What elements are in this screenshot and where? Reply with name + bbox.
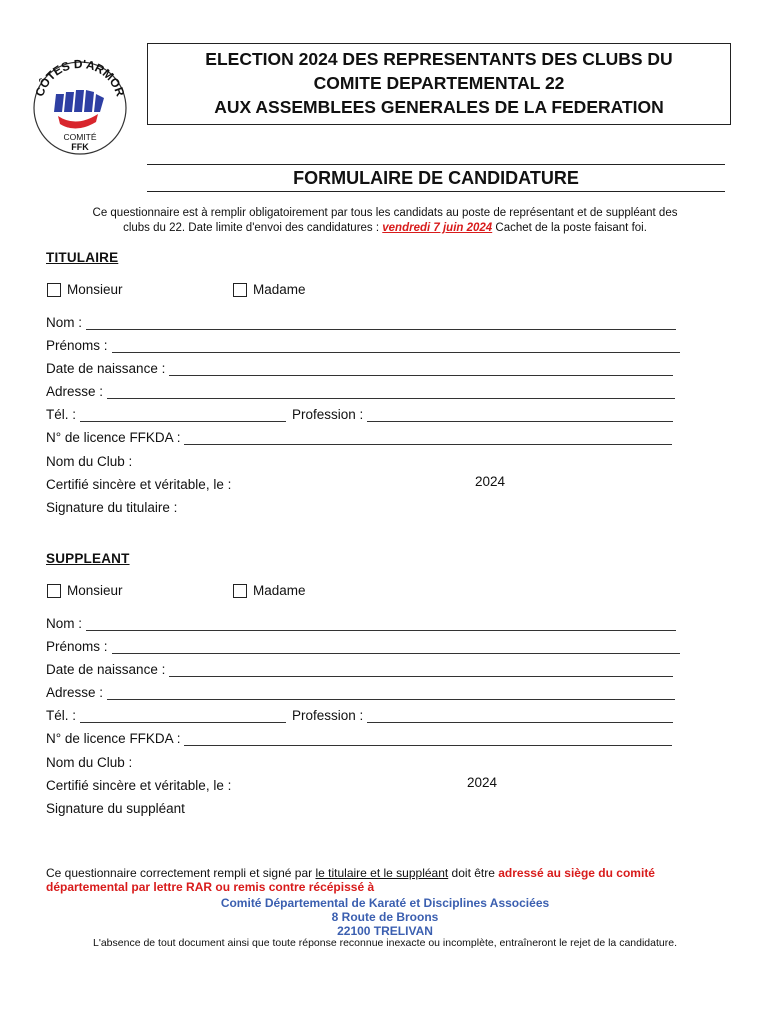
deadline: vendredi 7 juin 2024	[382, 222, 493, 234]
suppleant-monsieur-label: Monsieur	[67, 583, 123, 598]
logo-ffk: FFK	[71, 142, 89, 152]
suppleant-nom-line[interactable]	[86, 618, 676, 631]
suppleant-club-field	[46, 752, 132, 770]
suppleant-tel-profession-field[interactable]	[46, 705, 673, 723]
titulaire-date-naissance-field[interactable]	[46, 358, 673, 376]
titulaire-madame-checkbox[interactable]	[233, 283, 247, 297]
titulaire-year: 2024	[475, 474, 506, 489]
titulaire-adresse-field[interactable]	[46, 381, 675, 399]
suppleant-prenoms-line[interactable]	[112, 641, 680, 654]
title-line-2: COMITE DEPARTEMENTAL 22	[313, 73, 565, 93]
titulaire-signature-field	[46, 497, 177, 515]
suppleant-adresse-field[interactable]	[46, 682, 675, 700]
titulaire-profession-line[interactable]	[367, 409, 673, 422]
titulaire-monsieur-label: Monsieur	[67, 282, 123, 297]
titulaire-nom-label: Nom :	[46, 315, 83, 330]
titulaire-certifie-field	[46, 474, 231, 492]
footer-red-1: adressé au siège du comité	[498, 866, 655, 880]
titulaire-madame-label: Madame	[253, 282, 306, 297]
titulaire-date-naissance-line[interactable]	[169, 363, 673, 376]
suppleant-profession-line[interactable]	[367, 710, 673, 723]
title-line-3: AUX ASSEMBLEES GENERALES DE LA FEDERATION	[214, 97, 664, 117]
titulaire-heading: TITULAIRE	[46, 250, 119, 265]
suppleant-certifie-field	[46, 775, 231, 793]
titulaire-tel-profession-field[interactable]	[46, 404, 673, 422]
suppleant-profession-label: Profession :	[292, 708, 364, 723]
titulaire-club-field	[46, 451, 132, 469]
address-line-1: Comité Départemental de Karaté et Disciplines Associées	[220, 896, 550, 910]
intro-paragraph	[50, 206, 720, 236]
titulaire-monsieur-option[interactable]	[47, 282, 123, 297]
logo-comite: COMITÉ	[63, 132, 97, 142]
suppleant-date-naissance-label: Date de naissance :	[46, 662, 166, 677]
suppleant-nom-field[interactable]	[46, 613, 676, 631]
suppleant-nom-label: Nom :	[46, 616, 83, 631]
titulaire-monsieur-checkbox[interactable]	[47, 283, 61, 297]
titulaire-tel-label: Tél. :	[46, 407, 77, 422]
intro-line-2-end: Cachet de la poste faisant foi.	[492, 222, 647, 234]
suppleant-licence-line[interactable]	[184, 733, 672, 746]
titulaire-date-naissance-label: Date de naissance :	[46, 361, 166, 376]
footer-text-1: Ce questionnaire correctement rempli et signé par	[46, 866, 316, 880]
suppleant-date-naissance-field[interactable]	[46, 659, 673, 677]
suppleant-club-label: Nom du Club :	[46, 755, 133, 770]
suppleant-madame-checkbox[interactable]	[233, 584, 247, 598]
titulaire-nom-line[interactable]	[86, 317, 676, 330]
titulaire-nom-field[interactable]	[46, 312, 676, 330]
suppleant-certifie-label: Certifié sincère et véritable, le :	[46, 778, 232, 793]
address-line-3: 22100 TRELIVAN	[337, 924, 433, 938]
titulaire-licence-line[interactable]	[184, 432, 672, 445]
suppleant-signature-label: Signature du suppléant	[46, 801, 185, 816]
suppleant-prenoms-label: Prénoms :	[46, 639, 108, 654]
intro-line-1: Ce questionnaire est à remplir obligatoirement par tous les candidats au poste de représentant et de suppléant des	[92, 207, 678, 219]
titulaire-club-label: Nom du Club :	[46, 454, 133, 469]
election-title-box	[147, 43, 731, 125]
titulaire-madame-option[interactable]	[233, 282, 306, 297]
titulaire-signature-label: Signature du titulaire :	[46, 500, 178, 515]
suppleant-year: 2024	[467, 775, 498, 790]
suppleant-adresse-label: Adresse :	[46, 685, 104, 700]
titulaire-prenoms-line[interactable]	[112, 340, 680, 353]
titulaire-profession-label: Profession :	[292, 407, 364, 422]
titulaire-certifie-label: Certifié sincère et véritable, le :	[46, 477, 232, 492]
address-line-2: 8 Route de Broons	[331, 910, 439, 924]
titulaire-prenoms-label: Prénoms :	[46, 338, 108, 353]
suppleant-madame-option[interactable]	[233, 583, 306, 598]
titulaire-prenoms-field[interactable]	[46, 335, 680, 353]
suppleant-licence-field[interactable]	[46, 728, 672, 746]
titulaire-adresse-line[interactable]	[107, 386, 675, 399]
intro-line-2	[50, 221, 720, 236]
suppleant-prenoms-field[interactable]	[46, 636, 680, 654]
suppleant-monsieur-option[interactable]	[47, 583, 123, 598]
suppleant-adresse-line[interactable]	[107, 687, 675, 700]
intro-line-2-start: clubs du 22. Date limite d'envoi des candidatures :	[123, 222, 383, 234]
suppleant-tel-line[interactable]	[80, 710, 286, 723]
titulaire-tel-line[interactable]	[80, 409, 286, 422]
titulaire-licence-field[interactable]	[46, 427, 672, 445]
comite-ffk-logo	[26, 52, 134, 160]
suppleant-licence-label: N° de licence FFKDA :	[46, 731, 181, 746]
suppleant-monsieur-checkbox[interactable]	[47, 584, 61, 598]
disclaimer: L'absence de tout document ainsi que toute réponse reconnue inexacte ou incomplète, entraîneront le rejet de la candidature.	[93, 937, 677, 949]
logo-figure	[54, 90, 104, 129]
logo-arc-text: CÔTES D'ARMOR	[32, 56, 128, 99]
suppleant-tel-label: Tél. :	[46, 708, 77, 723]
suppleant-madame-label: Madame	[253, 583, 306, 598]
footer-text-2: doit être	[448, 866, 499, 880]
titulaire-adresse-label: Adresse :	[46, 384, 104, 399]
footer-red-2: départemental par lettre RAR ou remis contre récépissé à	[46, 880, 375, 894]
title-line-1: ELECTION 2024 DES REPRESENTANTS DES CLUBS DU	[205, 49, 673, 69]
footer-underlined: le titulaire et le suppléant	[315, 866, 449, 880]
suppleant-signature-field	[46, 798, 185, 816]
form-title: FORMULAIRE DE CANDIDATURE	[147, 164, 725, 192]
footer-instructions	[46, 866, 726, 894]
titulaire-licence-label: N° de licence FFKDA :	[46, 430, 181, 445]
suppleant-date-naissance-line[interactable]	[169, 664, 673, 677]
suppleant-heading: SUPPLEANT	[46, 551, 130, 566]
